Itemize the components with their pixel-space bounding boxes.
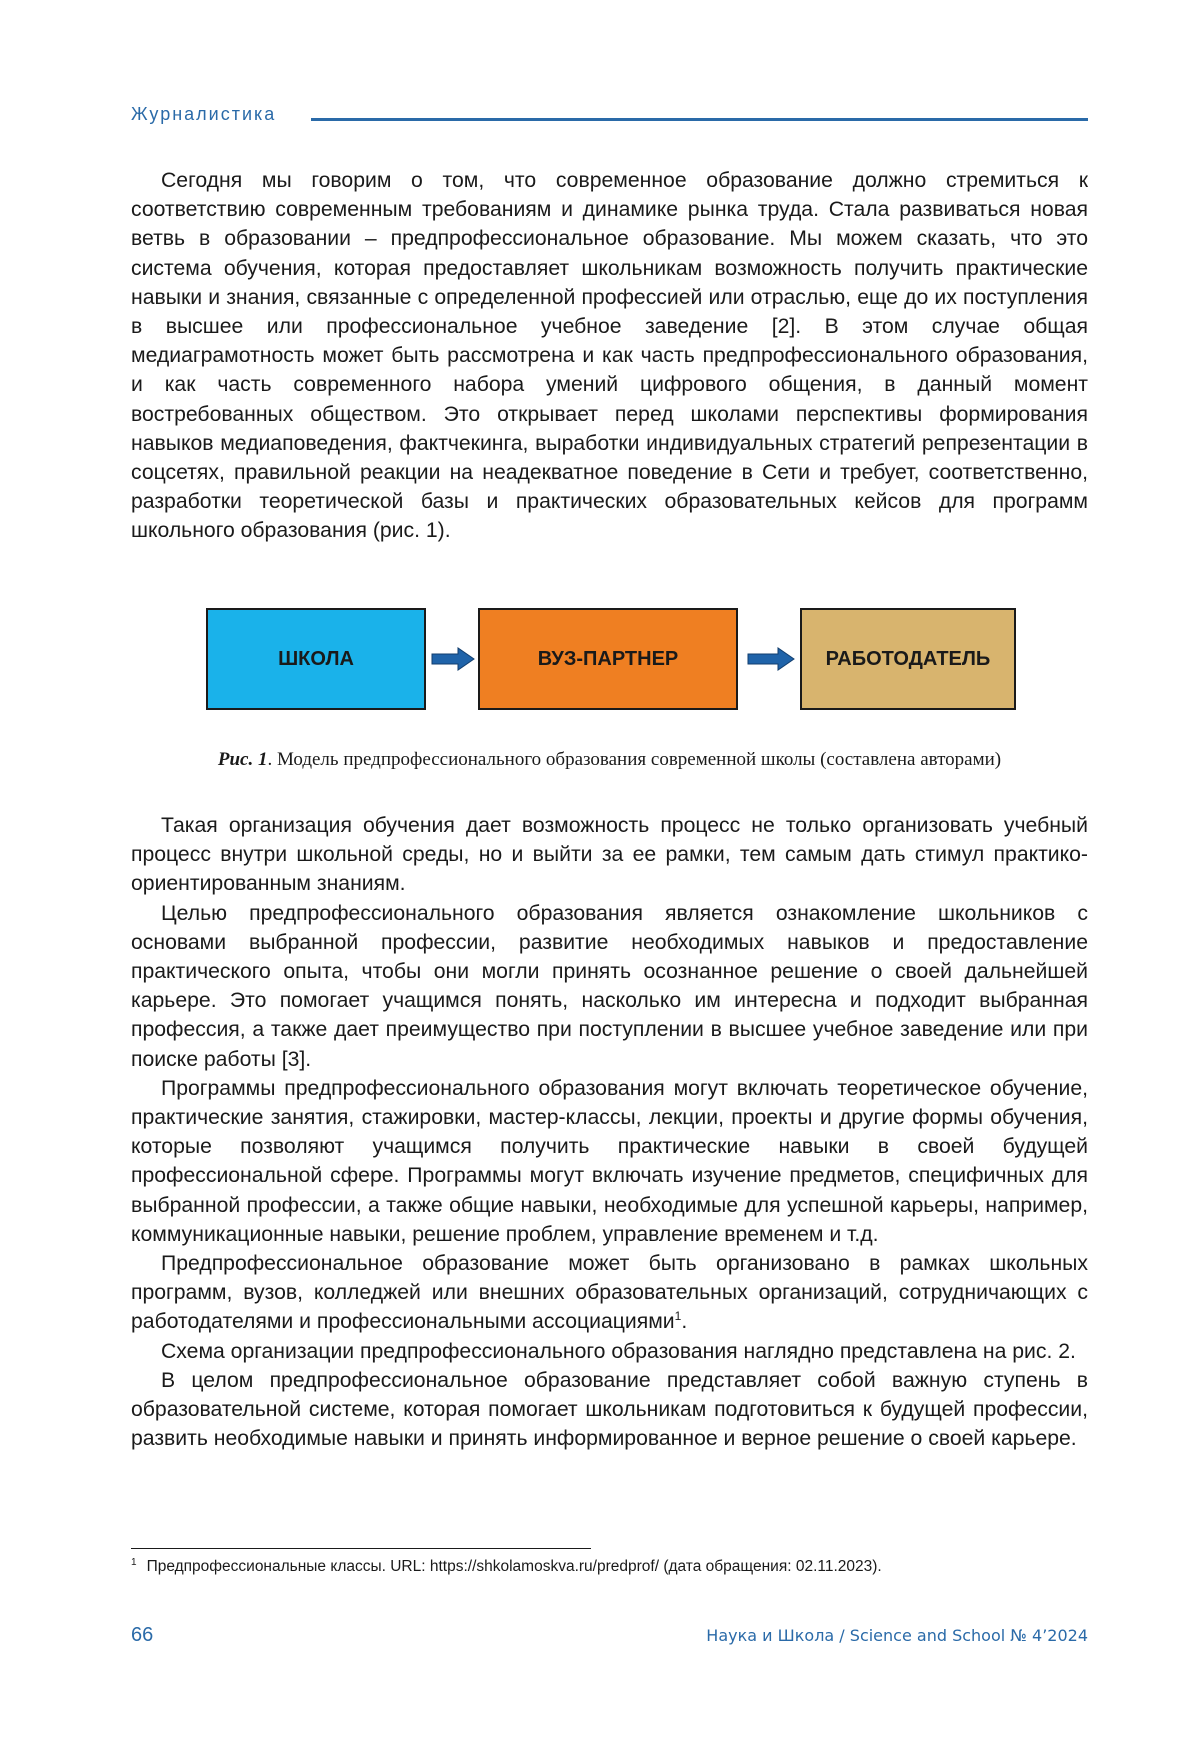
running-header [131,104,1088,126]
arrow-right-icon [746,646,796,672]
footnote-number: 1 [131,1557,137,1568]
footnote [131,1557,1088,1576]
box-school-label: ШКОЛА [278,647,354,670]
section-title: Журналистика [131,104,277,124]
box-school [206,608,426,710]
caption-label: Рис. 1 [217,749,268,770]
footnote-marker[interactable]: 1 [674,1309,682,1324]
paragraph: Схема организации предпрофессионального образования наглядно представлена на рис. 2. [161,1339,1076,1363]
paragraph-text: Предпрофессиональное образование может быть организовано в рамках школьных программ, вузов, колледжей или внешних образовательных организаций, сотрудничающих с работодателями и профессиональными ассоциациями [131,1252,1088,1334]
paragraph: Программы предпрофессионального образования могут включать теоретическое обучение, практические занятия, стажировки, мастер-классы, лекции, проекты и другие формы обучения, которые позволяют учащимся получить практические навыки в своей будущей профессиональной сфере. Программы могут включать изучение предметов, специфичных для выбранной профессии, а также общие навыки, необходимые для успешной карьеры, например, коммуникационные навыки, решение проблем, управление временем и т.д. [131,1076,1088,1246]
footnote-rule [131,1548,591,1549]
arrow-shape [748,648,794,670]
footnote-text: Предпрофессиональные классы. URL: https://shkolamoskva.ru/predprof/ (дата обращения: 02.11.2023). [146,1558,882,1576]
header-rule [311,118,1088,121]
box-university-partner [478,608,738,710]
journal-name: Наука и Школа / Science and School № 4’2024 [706,1626,1088,1645]
arrow-right-icon [430,646,476,672]
figure-1-diagram [206,608,1016,714]
box-university-partner-label: ВУЗ-ПАРТНЕР [537,647,679,670]
caption-text: . Модель предпрофессионального образования современной школы (составлена авторами) [267,749,1002,770]
box-employer-label: РАБОТОДАТЕЛЬ [825,647,991,670]
paragraph-end: . [681,1310,688,1334]
paragraph: Сегодня мы говорим о том, что современное образование должно стремиться к соответствию современным требованиям и динамике рынка труда. Стала развиваться новая ветвь в образовании – предпрофессиональное образование. Мы можем сказать, что это система обучения, которая предоставляет школьникам возможность получить практические навыки и знания, связанные с определенной профессией или отраслью, еще до их поступления в высшее или профессиональное учебное заведение [2]. В этом случае общая медиаграмотность может быть рассмотрена и как часть предпрофессионального образования, и как часть современного набора умений цифрового общения, в данный момент востребованных обществом. Это открывает перед школами перспективы формирования навыков медиаповедения, фактчекинга, выработки индивидуальных стратегий репрезентации в соцсетях, правильной реакции на неадекватное поведение в Сети и требует, соответственно, разработки теоретической базы и практических образовательных кейсов для программ школьного образования (рис. 1). [131,169,1088,543]
arrow-shape [432,648,474,670]
paragraph: Такая организация обучения дает возможность процесс не только организовать учебный процесс внутри школьной среды, но и выйти за ее рамки, тем самым дать стимул практико-ориентированным знаниям. [131,814,1088,896]
body-text-top [131,166,1088,546]
paragraph: Целью предпрофессионального образования является ознакомление школьников с основами выбранной профессии, развитие необходимых навыков и предоставление практического опыта, чтобы они могли принять осознанное решение о своей дальнейшей карьере. Это помогает учащимся понять, насколько им интересна и подходит выбранная профессия, а также дает преимущество при поступлении в высшее учебное заведение или при поиске работы [3]. [131,901,1088,1071]
figure-caption [131,749,1088,771]
paragraph: В целом предпрофессиональное образование представляет собой важную ступень в образовательной системе, которая помогает школьникам подготовиться к будущей профессии, развить необходимые навыки и принять информированное и верное решение о своей карьере. [131,1368,1088,1451]
box-employer [800,608,1016,710]
page-number: 66 [131,1624,154,1646]
body-text-bottom [131,811,1088,1453]
paragraph-with-footnote [131,1249,1088,1337]
